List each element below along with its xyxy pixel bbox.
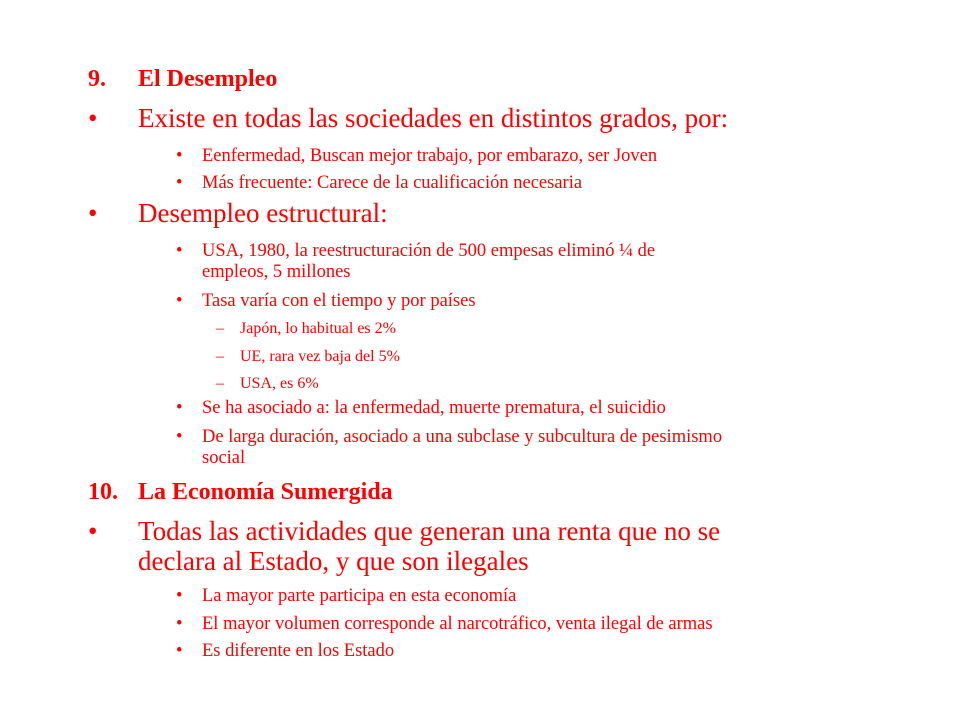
sub-estructural-1-line2: empleos, 5 millones <box>202 262 351 282</box>
item-estructural-text: Desempleo estructural: <box>138 198 388 228</box>
sub-estructural-1-line1: USA, 1980, la reestructuración de 500 empesas eliminó ¼ de <box>202 241 656 261</box>
bullet-icon: • <box>176 641 183 661</box>
bullet-icon: • <box>176 173 183 193</box>
sub-actividades-3-text: Es diferente en los Estado <box>202 641 395 661</box>
bullet-icon: • <box>176 146 183 166</box>
bullet-icon: • <box>88 516 98 546</box>
dash-item-2-text: UE, rara vez baja del 5% <box>240 348 400 365</box>
dash-item-3-text: USA, es 6% <box>240 375 319 392</box>
bullet-icon: • <box>176 427 183 447</box>
bullet-icon: • <box>88 198 98 228</box>
bullet-icon: • <box>176 241 183 261</box>
item-existe-text: Existe en todas las sociedades en distintos grados, por: <box>138 103 729 133</box>
section-10-title: La Economía Sumergida <box>138 479 393 505</box>
section-9-number: 9. <box>88 66 106 92</box>
section-10-number: 10. <box>88 479 118 505</box>
sub-actividades-2-text: El mayor volumen corresponde al narcotráfico, venta ilegal de armas <box>202 614 713 634</box>
item-actividades-line1: Todas las actividades que generan una renta que no se <box>138 516 721 546</box>
section-9-title: El Desempleo <box>138 66 278 92</box>
sub-estructural-3-text: Se ha asociado a: la enfermedad, muerte prematura, el suicidio <box>202 398 666 418</box>
sub-existe-1-text: Eenfermedad, Buscan mejor trabajo, por embarazo, ser Joven <box>202 146 658 166</box>
bullet-icon: • <box>176 291 183 311</box>
sub-estructural-4-line2: social <box>202 448 246 468</box>
sub-estructural-4-line1: De larga duración, asociado a una subclase y subcultura de pesimismo <box>202 427 723 447</box>
sub-actividades-1-text: La mayor parte participa en esta economía <box>202 586 517 606</box>
dash-item-1-text: Japón, lo habitual es 2% <box>240 320 396 337</box>
bullet-icon: • <box>176 614 183 634</box>
dash-icon: – <box>216 348 224 365</box>
bullet-icon: • <box>176 398 183 418</box>
sub-existe-2-text: Más frecuente: Carece de la cualificación necesaria <box>202 173 583 193</box>
bullet-icon: • <box>176 586 183 606</box>
dash-icon: – <box>216 320 224 337</box>
sub-estructural-2-text: Tasa varía con el tiempo y por países <box>202 291 476 311</box>
item-actividades-line2: declara al Estado, y que son ilegales <box>138 546 529 576</box>
bullet-icon: • <box>88 103 98 133</box>
dash-icon: – <box>216 375 224 392</box>
